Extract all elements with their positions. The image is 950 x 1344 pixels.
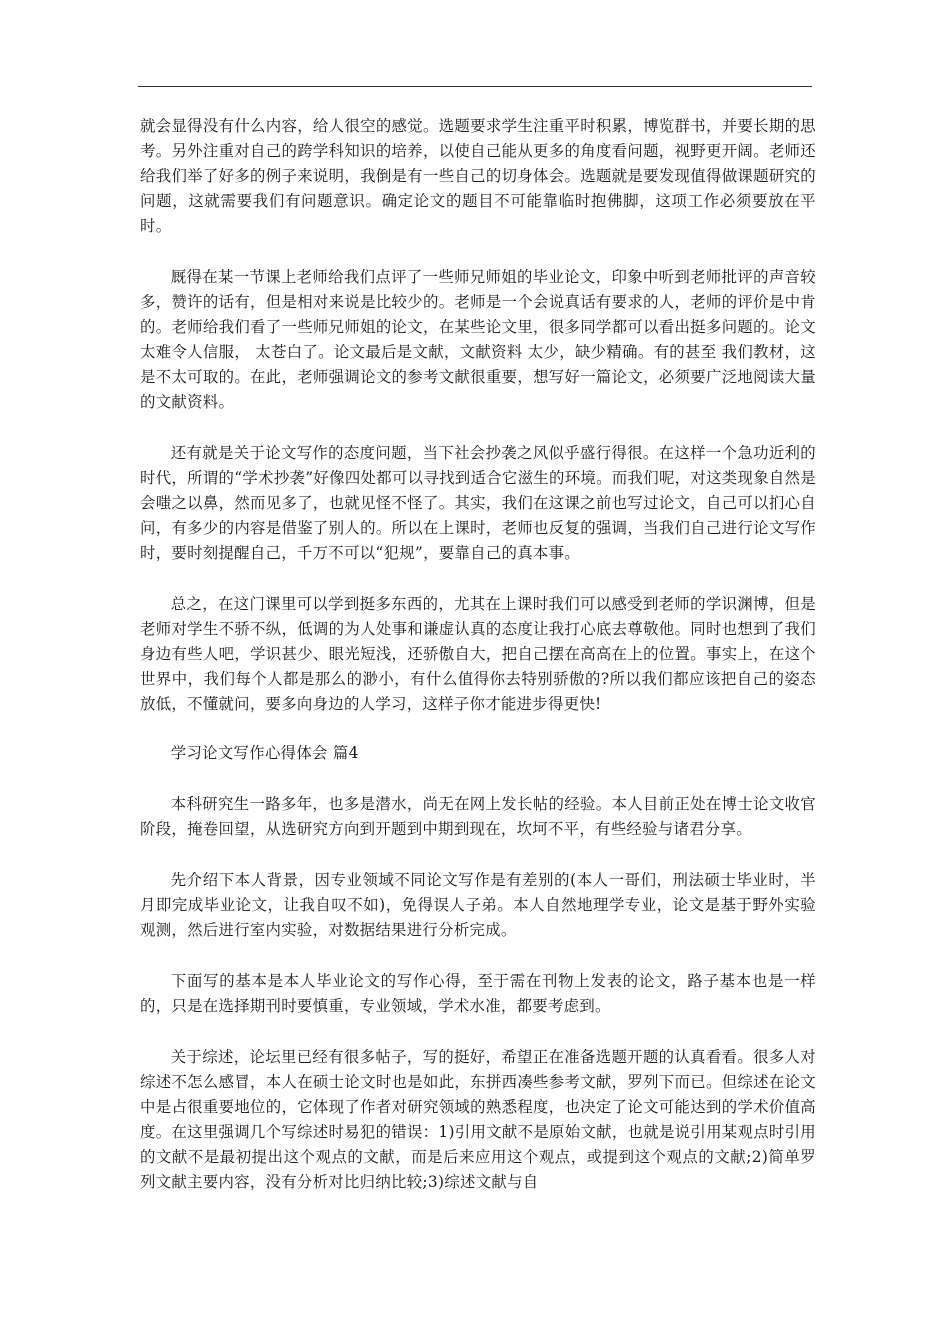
header-rule [138, 86, 812, 87]
paragraph: 就会显得没有什么内容，给人很空的感觉。选题要求学生注重平时积累，博览群书，并要长期的思考。另外注重对自己的跨学科知识的培养，以使自己能从更多的角度看问题，视野更开阔。老师还给我们举了好多的例子来说明，我倒是有一些自己的切身体会。选题就是要发现值得做课题研究的问题，这就需要我们有问题意识。确定论文的题目不可能靠临时抱佛脚，这项工作必须要放在平时。 [140, 117, 816, 235]
paragraph: 先介绍下本人背景，因专业领域不同论文写作是有差别的(本人一哥们，刑法硕士毕业时，半月即完成毕业论文，让我自叹不如)，免得误人子弟。本人自然地理学专业，论文是基于野外实验观测，然后进行室内实验，对数据结果进行分析完成。 [140, 871, 816, 939]
document-body [140, 114, 816, 1221]
paragraph: 关于综述，论坛里已经有很多帖子，写的挺好，希望正在准备选题开题的认真看看。很多人对综述不怎么感冒，本人在硕士论文时也是如此，东拼西凑些参考文献，罗列下而已。但综述在论文中是占很重要地位的，它体现了作者对研究领域的熟悉程度，也决定了论文可能达到的学术价值高度。在这里强调几个写综述时易犯的错误：1)引用文献不是原始文献，也就是说引用某观点时引用的文献不是最初提出这个观点的文献，而是后来应用这个观点，或提到这个观点的文献;2)简单罗列文献主要内容，没有分析对比归纳比较;3)综述文献与自 [140, 1048, 816, 1191]
paragraph: 下面写的基本是本人毕业论文的写作心得，至于需在刊物上发表的论文，路子基本也是一样的，只是在选择期刊时要慎重，专业领域，学术水准，都要考虑到。 [140, 972, 816, 1015]
paragraph: 厩得在某一节课上老师给我们点评了一些师兄师姐的毕业论文，印象中听到老师批评的声音较多，赞许的话有，但是相对来说是比较少的。老师是一个会说真话有要求的人，老师的评价是中肯的。老师给我们看了一些师兄师姐的论文，在某些论文里，很多同学都可以看出挺多问题的。论文太难令人信服， 太苍白了。论文最后是文献，文献资料 太少，缺少精确。有的甚至 我们教材，这是不太可取的。在此，老师强调论文的参考文献很重要，想写好一篇论文，必须要广泛地阅读大量的文献资料。 [140, 268, 816, 411]
paragraph: 还有就是关于论文写作的态度问题，当下社会抄袭之风似乎盛行得很。在这样一个急功近利的时代，所谓的“学术抄袭”好像四处都可以寻找到适合它滋生的环境。而我们呢，对这类现象自然是会嗤之以鼻，然而见多了，也就见怪不怪了。其实，我们在这课之前也写过论文，自己可以扪心自问，有多少的内容是借鉴了别人的。所以在上课时，老师也反复的强调，当我们自己进行论文写作时，要时刻提醒自己，千万不可以“犯规”，要靠自己的真本事。 [140, 444, 816, 562]
paragraph: 本科研究生一路多年，也多是潜水，尚无在网上发长帖的经验。本人目前正处在博士论文收官阶段，掩卷回望，从选研究方向到开题到中期到现在，坎坷不平，有些经验与诸君分享。 [140, 795, 816, 838]
paragraph: 总之，在这门课里可以学到挺多东西的，尤其在上课时我们可以感受到老师的学识渊博，但是老师对学生不骄不纵，低调的为人处事和谦虚认真的态度让我打心底去尊敬他。同时也想到了我们身边有些人吧，学识甚少、眼光短浅，还骄傲自大，把自己摆在高高在上的位置。事实上，在这个世界中，我们每个人都是那么的渺小，有什么值得你去特别骄傲的?所以我们都应该把自己的姿态放低，不懂就问，要多向身边的人学习，这样子你才能进步得更快! [140, 595, 816, 713]
section-heading: 学习论文写作心得体会 篇4 [170, 744, 359, 762]
